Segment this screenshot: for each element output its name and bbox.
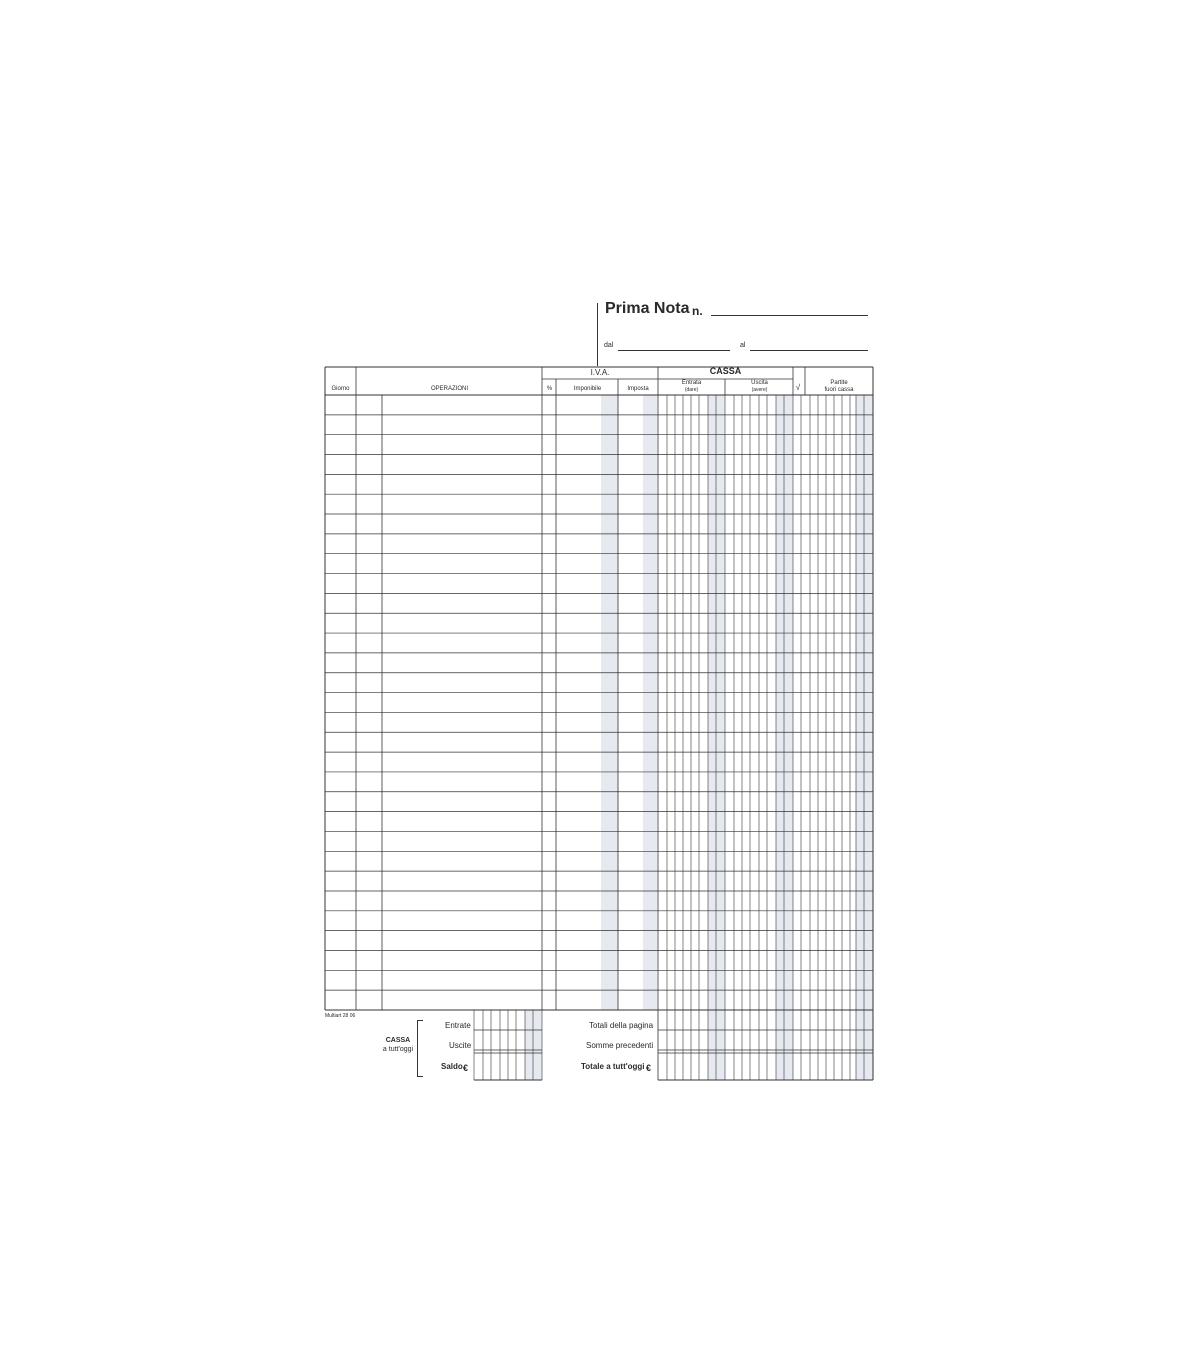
- somme-precedenti-label: Somme precedenti: [586, 1041, 654, 1050]
- saldo-euro: €: [463, 1063, 469, 1073]
- saldo-label: Saldo: [441, 1062, 463, 1071]
- col-entrata-sub: (dare): [684, 387, 699, 393]
- entrata-cents-shade: [708, 395, 725, 1010]
- totale-oggi-label: Totale a tutt'oggi: [581, 1062, 645, 1071]
- cassa-summary-sub: a tutt'oggi: [382, 1046, 414, 1053]
- totali-pagina-label: Totali della pagina: [589, 1021, 654, 1030]
- footer-cassa-shade: [525, 1010, 542, 1080]
- col-operazioni: OPERAZIONI: [430, 386, 468, 392]
- col-percent: %: [546, 386, 553, 392]
- page-title: Prima Nota: [605, 300, 690, 317]
- col-uscita-sub: (avere): [751, 387, 768, 393]
- col-partite-1: Partite: [830, 380, 848, 386]
- col-partite-2: fuori cassa: [824, 387, 854, 393]
- form-code: Multiart 28 06: [325, 1013, 356, 1019]
- imposta-cents-shade: [643, 395, 657, 1010]
- col-giorno: Giorno: [331, 386, 350, 392]
- col-imponibile: Imponibile: [573, 386, 602, 392]
- uscite-label: Uscite: [449, 1041, 472, 1050]
- uscita-cents-shade: [776, 395, 793, 1010]
- entrate-label: Entrate: [445, 1021, 471, 1030]
- partite-cents-shade: [856, 395, 873, 1010]
- totale-euro: €: [646, 1063, 652, 1073]
- number-label: n.: [692, 304, 703, 318]
- cassa-summary-label: CASSA: [385, 1037, 411, 1044]
- col-iva-group: I.V.A.: [590, 368, 610, 377]
- to-label: al: [740, 342, 746, 349]
- imponibile-cents-shade: [601, 395, 618, 1010]
- col-entrata: Entrata: [681, 380, 702, 386]
- footer-uscita-shade: [776, 1010, 793, 1080]
- cassa-bracket: [417, 1020, 423, 1077]
- col-imposta: Imposta: [627, 386, 649, 392]
- footer-partite-shade: [856, 1010, 873, 1080]
- from-label: dal: [604, 342, 614, 349]
- col-check: √: [795, 383, 801, 392]
- footer-entrata-shade: [708, 1010, 725, 1080]
- col-uscita: Uscita: [751, 380, 768, 386]
- col-cassa-group: CASSA: [709, 366, 742, 376]
